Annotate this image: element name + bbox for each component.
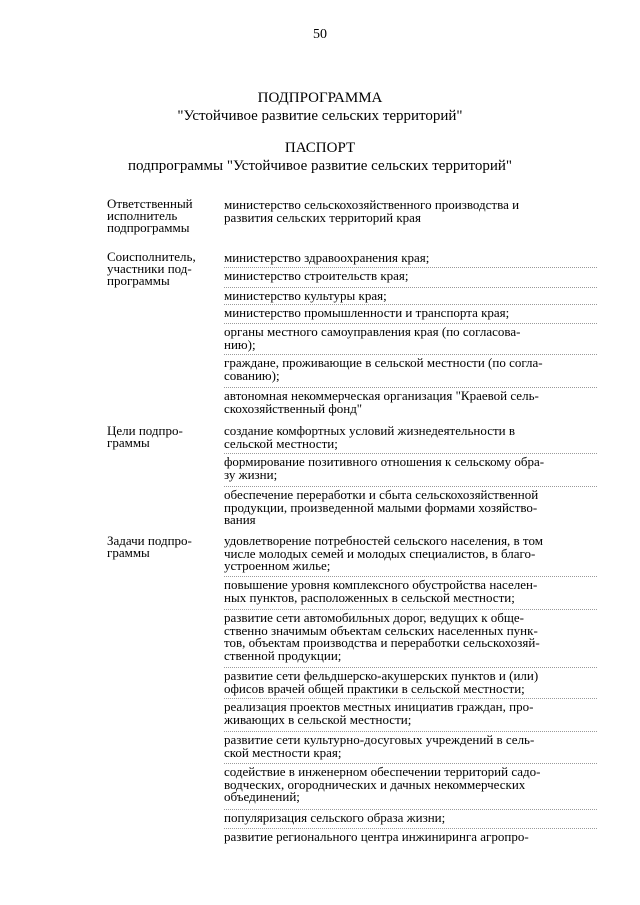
row-label-line: Задачи подпро- [107, 533, 192, 548]
entry-line: объединений; [224, 789, 300, 804]
entry-text [224, 535, 597, 573]
entry-text [224, 766, 597, 804]
row-label-line: подпрограммы [107, 220, 190, 235]
entry-line: министерство строительств края; [224, 268, 409, 283]
entry-text [224, 252, 597, 265]
entry-text [224, 307, 597, 320]
entry-line: обеспечение переработки и сбыта сельскохозяйственной [224, 487, 539, 502]
row-label-line: граммы [107, 435, 150, 450]
entry-line: развитие сети автомобильных дорог, ведущих к обще- [224, 610, 525, 625]
entry-line: органы местного самоуправления края (по согласова- [224, 324, 521, 339]
entry-line: развитие регионального центра инжиниринга агропро- [224, 829, 529, 844]
entry-line: ственной продукции; [224, 647, 342, 663]
row-label-line: Ответственный [107, 196, 193, 211]
entry-line: граждане, проживающие в сельской местности (по согла- [224, 355, 543, 370]
row-label-line: программы [107, 273, 170, 288]
entry-line: офисов врачей общей практики в сельской местности; [224, 680, 525, 696]
entry-line: продукции, произведенной малыми формами хозяйство- [224, 499, 538, 515]
subprogram-title: ПОДПРОГРАММА [257, 90, 383, 106]
entry-text [224, 357, 597, 382]
entry-line: удовлетворение потребностей сельского населения, в том [224, 533, 543, 548]
entry-line: вания [224, 512, 256, 527]
entry-line: формирование позитивного отношения к сельскому обра- [224, 454, 545, 469]
entry-line: сованию); [224, 367, 280, 383]
entry-line: министерство здравоохранения края; [224, 250, 430, 265]
subprogram-subtitle: "Устойчивое развитие сельских территорий" [177, 108, 463, 124]
entry-line: автономная некоммерческая организация "Краевой сель- [224, 388, 539, 403]
entry-line: развития сельских территорий края [224, 209, 421, 225]
passport-subtitle: подпрограммы "Устойчивое развитие сельских территорий" [127, 158, 512, 174]
entry-text [224, 734, 597, 759]
entry-text [224, 425, 597, 450]
row-label [107, 251, 219, 287]
row-label-line: исполнитель [107, 208, 178, 223]
entry-line: ской местности края; [224, 744, 342, 760]
entry-text [224, 326, 597, 351]
entry-text [224, 579, 597, 604]
entry-text [224, 270, 597, 283]
row-label [107, 425, 219, 449]
entry-line: числе молодых семей и молодых специалистов, в благо- [224, 545, 536, 561]
row-label-line: Соисполнитель, [107, 249, 196, 264]
entry-line: содействие в инженерном обеспечении территорий садо- [224, 764, 541, 779]
entry-line: министерство сельскохозяйственного производства и [224, 197, 520, 212]
entry-text [224, 489, 597, 527]
entry-text [224, 456, 597, 481]
row-label-line: граммы [107, 545, 150, 560]
entry-line: министерство культуры края; [224, 288, 387, 303]
entry-line: водческих, огороднических и дачных некоммерческих [224, 776, 526, 792]
entry-text [224, 199, 597, 224]
entry-text [224, 612, 597, 662]
entry-text [224, 290, 597, 303]
entry-line: создание комфортных условий жизнедеятельности в [224, 423, 515, 438]
entry-line: министерство промышленности и транспорта края; [224, 305, 510, 320]
entry-line: устроенном жилье; [224, 558, 331, 573]
row-label-line: участники под- [107, 261, 192, 276]
entry-text [224, 831, 597, 844]
entry-line: ственно значимым объектам сельских населенных пунк- [224, 622, 538, 638]
entry-line: тов, объектам производства и переработки сельскохозяй- [224, 635, 540, 650]
passport-title: ПАСПОРТ [284, 140, 356, 156]
entry-text [224, 701, 597, 726]
row-label-line: Цели подпро- [107, 423, 183, 438]
entry-line: развитие сети культурно-досуговых учреждений в сель- [224, 732, 535, 747]
entry-line: сельской местности; [224, 435, 338, 451]
entry-line: популяризация сельского образа жизни; [224, 810, 446, 825]
entry-line: ных пунктов, расположенных в сельской местности; [224, 589, 515, 605]
entry-line: скохозяйственный фонд" [224, 400, 363, 416]
entry-line: реализация проектов местных инициатив граждан, про- [224, 699, 534, 714]
row-label [107, 198, 219, 234]
entry-text [224, 390, 597, 415]
page-number: 50 [313, 27, 327, 42]
entry-line: нию); [224, 336, 256, 352]
row-label [107, 535, 219, 559]
entry-text [224, 670, 597, 695]
entry-text [224, 812, 597, 825]
entry-line: зу жизни; [224, 466, 278, 482]
entry-line: живающих в сельской местности; [224, 711, 412, 727]
entry-line: повышение уровня комплексного обустройства населен- [224, 577, 538, 592]
entry-line: развитие сети фельдшерско-акушерских пунктов и (или) [224, 668, 539, 683]
